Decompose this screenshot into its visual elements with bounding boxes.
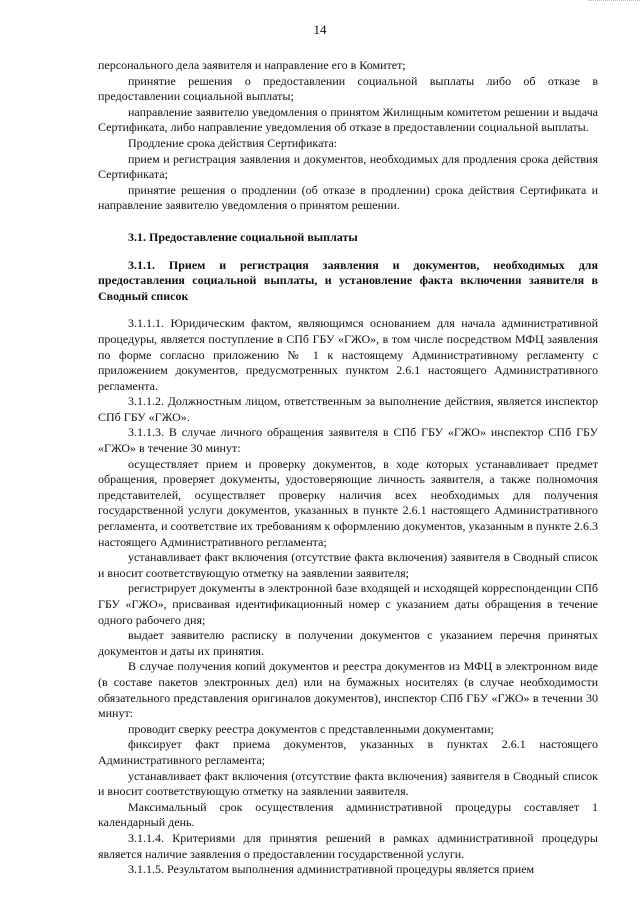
document-body — [98, 58, 598, 878]
paragraph: 3.1.1.4. Критериями для принятия решений в рамках административной процедуры является наличие заявления о предоставлении государственной услуги. — [98, 830, 598, 861]
paragraph: принятие решения о предоставлении социальной выплаты либо об отказе в предоставлении социальной выплаты; — [98, 73, 598, 104]
subsection-heading: 3.1.1. Прием и регистрация заявления и документов, необходимых для предоставления социальной выплаты, и установление факта включения заявителя в Сводный список — [98, 257, 598, 303]
paragraph: В случае получения копий документов и реестра документов из МФЦ в электронном виде (в составе пакетов электронных дел) или на бумажных носителях (в случае необходимости обязательного представления оригиналов документов), инспектор СПб ГБУ «ГЖО» в течении 30 минут: — [98, 659, 598, 721]
paragraph: 3.1.1.2. Должностным лицом, ответственным за выполнение действия, является инспектор СПб ГБУ «ГЖО». — [98, 394, 598, 424]
scan-artifact — [588, 0, 640, 4]
paragraph: принятие решения о продлении (об отказе в продлении) срока действия Сертификата и направление заявителю уведомления о принятом решении. — [98, 182, 598, 213]
paragraph: выдает заявителю расписку в получении документов с указанием перечня принятых документов и даты их принятия. — [98, 628, 598, 658]
paragraph: персонального дела заявителя и направление его в Комитет; — [98, 58, 406, 72]
paragraph: 3.1.1.3. В случае личного обращения заявителя в СПб ГБУ «ГЖО» инспектор СПб ГБУ «ГЖО» в течение 30 минут: — [98, 425, 598, 456]
paragraph: 3.1.1.5. Результатом выполнения административной процедуры является прием — [128, 862, 535, 877]
paragraph: осуществляет прием и проверку документов, в ходе которых устанавливает предмет обращения, проверяет документы, удостоверяющие личность заявителя, а также полномочия представителей, осуществляет проверку наличия всех необходимых для получения государственной услуги документов, указанных в пункте 2.6.1 настоящего Административного регламента, и соответствие их требованиям к оформлению документов, указанным в пункте 2.6.3 настоящего Административного регламента; — [98, 456, 598, 549]
paragraph: проводит сверку реестра документов с представленными документами; — [128, 721, 494, 736]
paragraph: прием и регистрация заявления и документов, необходимых для продления срока действия Сертификата; — [98, 151, 598, 182]
paragraph: Продление срока действия Сертификата: — [128, 135, 338, 150]
section-heading: 3.1. Предоставление социальной выплаты — [128, 229, 358, 244]
paragraph: фиксирует факт приема документов, указанных в пунктах 2.6.1 настоящего Административного регламента; — [98, 737, 598, 767]
paragraph: 3.1.1.1. Юридическим фактом, являющимся основанием для начала административной процедуры, является поступление в СПб ГБУ «ГЖО», в том числе посредством МФЦ заявления по форме согласно приложению № 1 к настоящему Административному регламенту с приложением документов, предусмотренных пунктом 2.6.1 настоящего Административного регламента. — [98, 316, 598, 393]
paragraph: устанавливает факт включения (отсутствие факта включения) заявителя в Сводный список и вносит соответствующую отметку на заявлении заявителя. — [98, 768, 598, 799]
paragraph: регистрирует документы в электронной базе входящей и исходящей корреспонденции СПб ГБУ «ГЖО», присваивая идентификационный номер с указанием даты обращения в течение одного рабочего дня; — [98, 581, 598, 627]
page-number: 14 — [313, 22, 327, 37]
paragraph: направление заявителю уведомления о принятом Жилищным комитетом решении и выдача Сертификата, либо направление уведомления об отказе в предоставлении социальной выплаты. — [98, 104, 598, 135]
paragraph: Максимальный срок осуществления административной процедуры составляет 1 календарный день. — [98, 799, 598, 830]
paragraph: устанавливает факт включения (отсутствие факта включения) заявителя в Сводный список и вносит соответствующую отметку на заявлении заявителя; — [98, 550, 598, 580]
